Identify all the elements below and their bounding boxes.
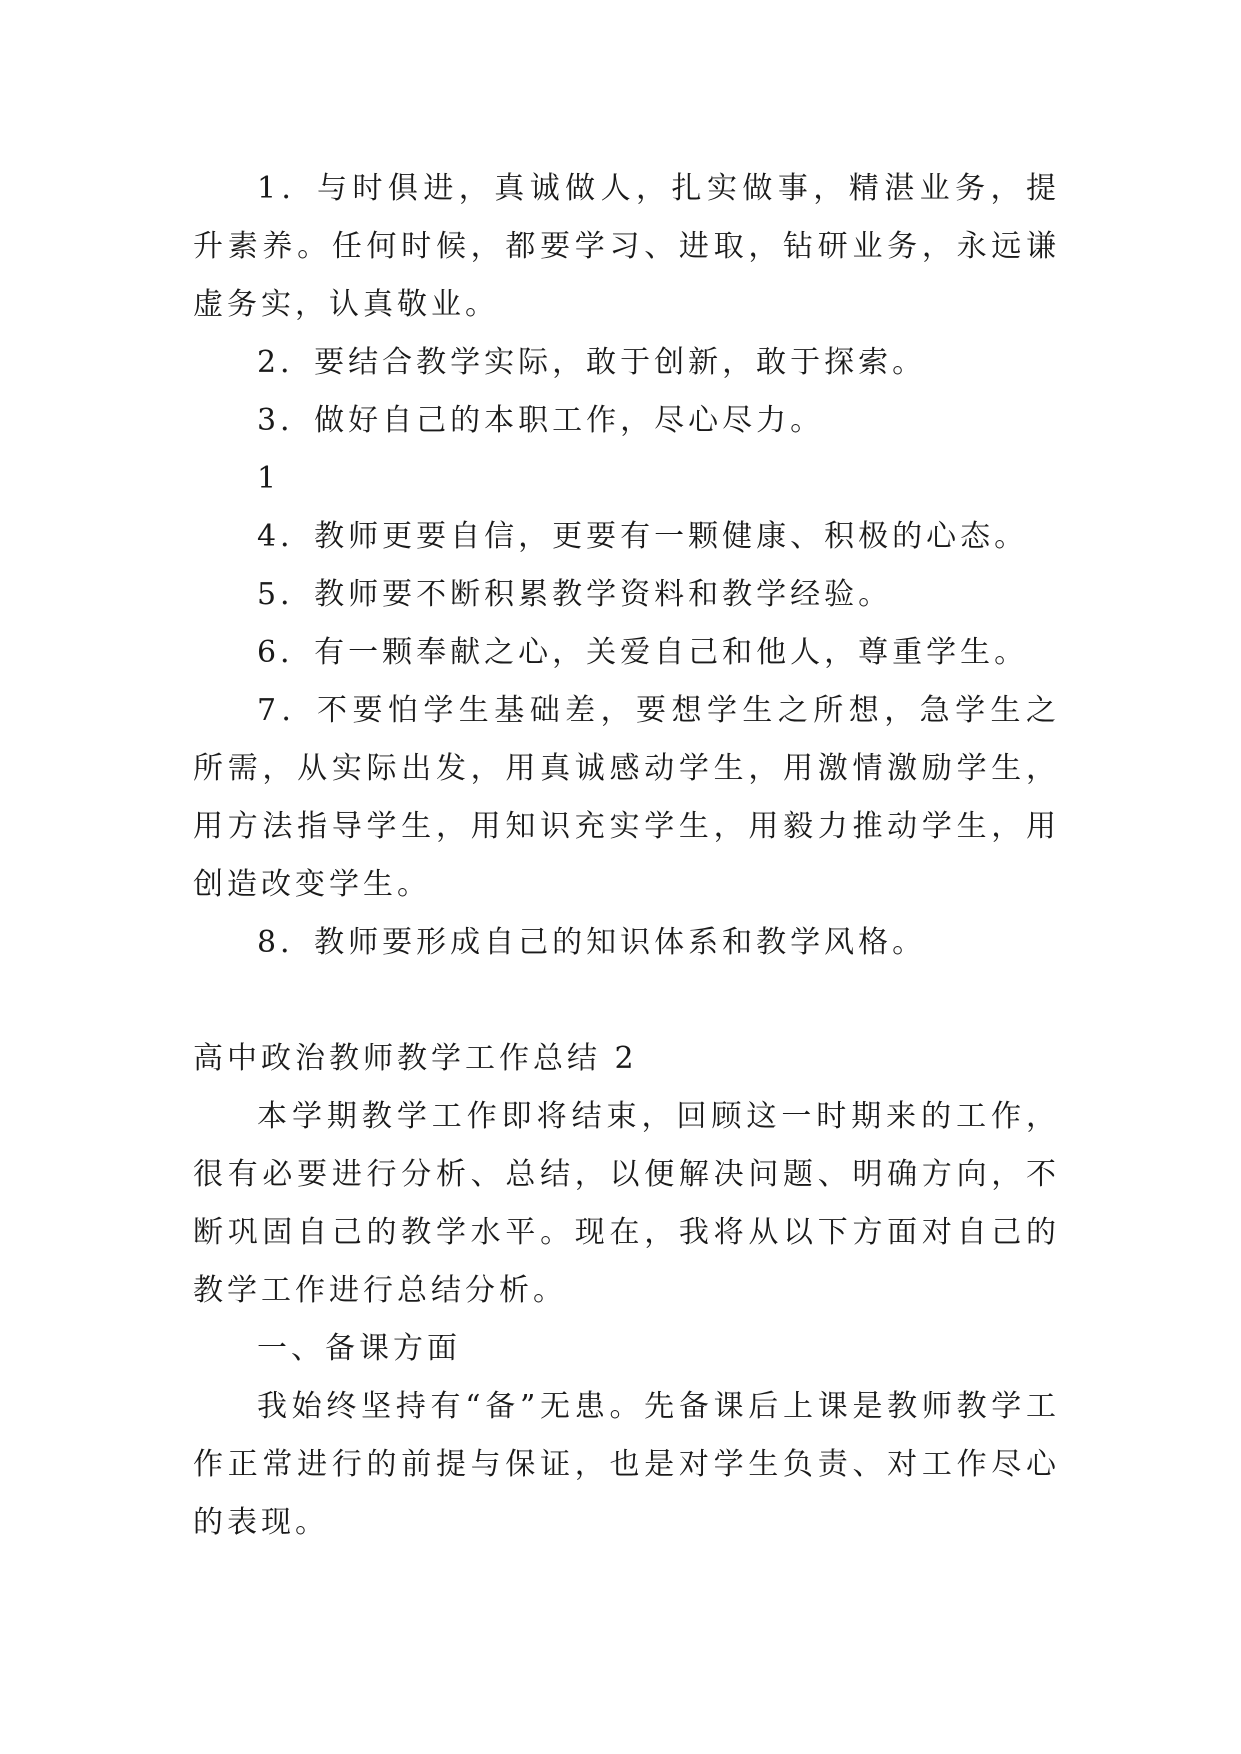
list-item: 4．教师更要自信，更要有一颗健康、积极的心态。 — [257, 519, 1029, 554]
list-item: 1．与时俱进，真诚做人，扎实做事，精湛业务，提升素养。任何时候，都要学习、进取，钻研业务，永远谦虚务实，认真敬业。 — [193, 171, 1060, 322]
subheading: 一、备课方面 — [257, 1331, 461, 1366]
list-item: 6．有一颗奉献之心，关爱自己和他人，尊重学生。 — [257, 635, 1029, 670]
list-item: 8．教师要形成自己的知识体系和教学风格。 — [257, 925, 927, 960]
document-body — [193, 160, 1060, 1552]
page-number: 1 — [257, 461, 281, 496]
list-item: 3．做好自己的本职工作，尽心尽力。 — [257, 403, 825, 438]
list-item: 5．教师要不断积累教学资料和教学经验。 — [257, 577, 893, 612]
paragraph: 我始终坚持有“备”无患。先备课后上课是教师教学工作正常进行的前提与保证，也是对学生负责、对工作尽心的表现。 — [193, 1389, 1060, 1540]
section-title: 高中政治教师教学工作总结 2 — [193, 1041, 638, 1076]
list-item: 2．要结合教学实际，敢于创新，敢于探索。 — [257, 345, 927, 380]
paragraph: 本学期教学工作即将结束，回顾这一时期来的工作，很有必要进行分析、总结，以便解决问题、明确方向，不断巩固自己的教学水平。现在，我将从以下方面对自己的教学工作进行总结分析。 — [193, 1099, 1060, 1308]
list-item: 7．不要怕学生基础差，要想学生之所想，急学生之所需，从实际出发，用真诚感动学生，用激情激励学生，用方法指导学生，用知识充实学生，用毅力推动学生，用创造改变学生。 — [193, 693, 1060, 902]
